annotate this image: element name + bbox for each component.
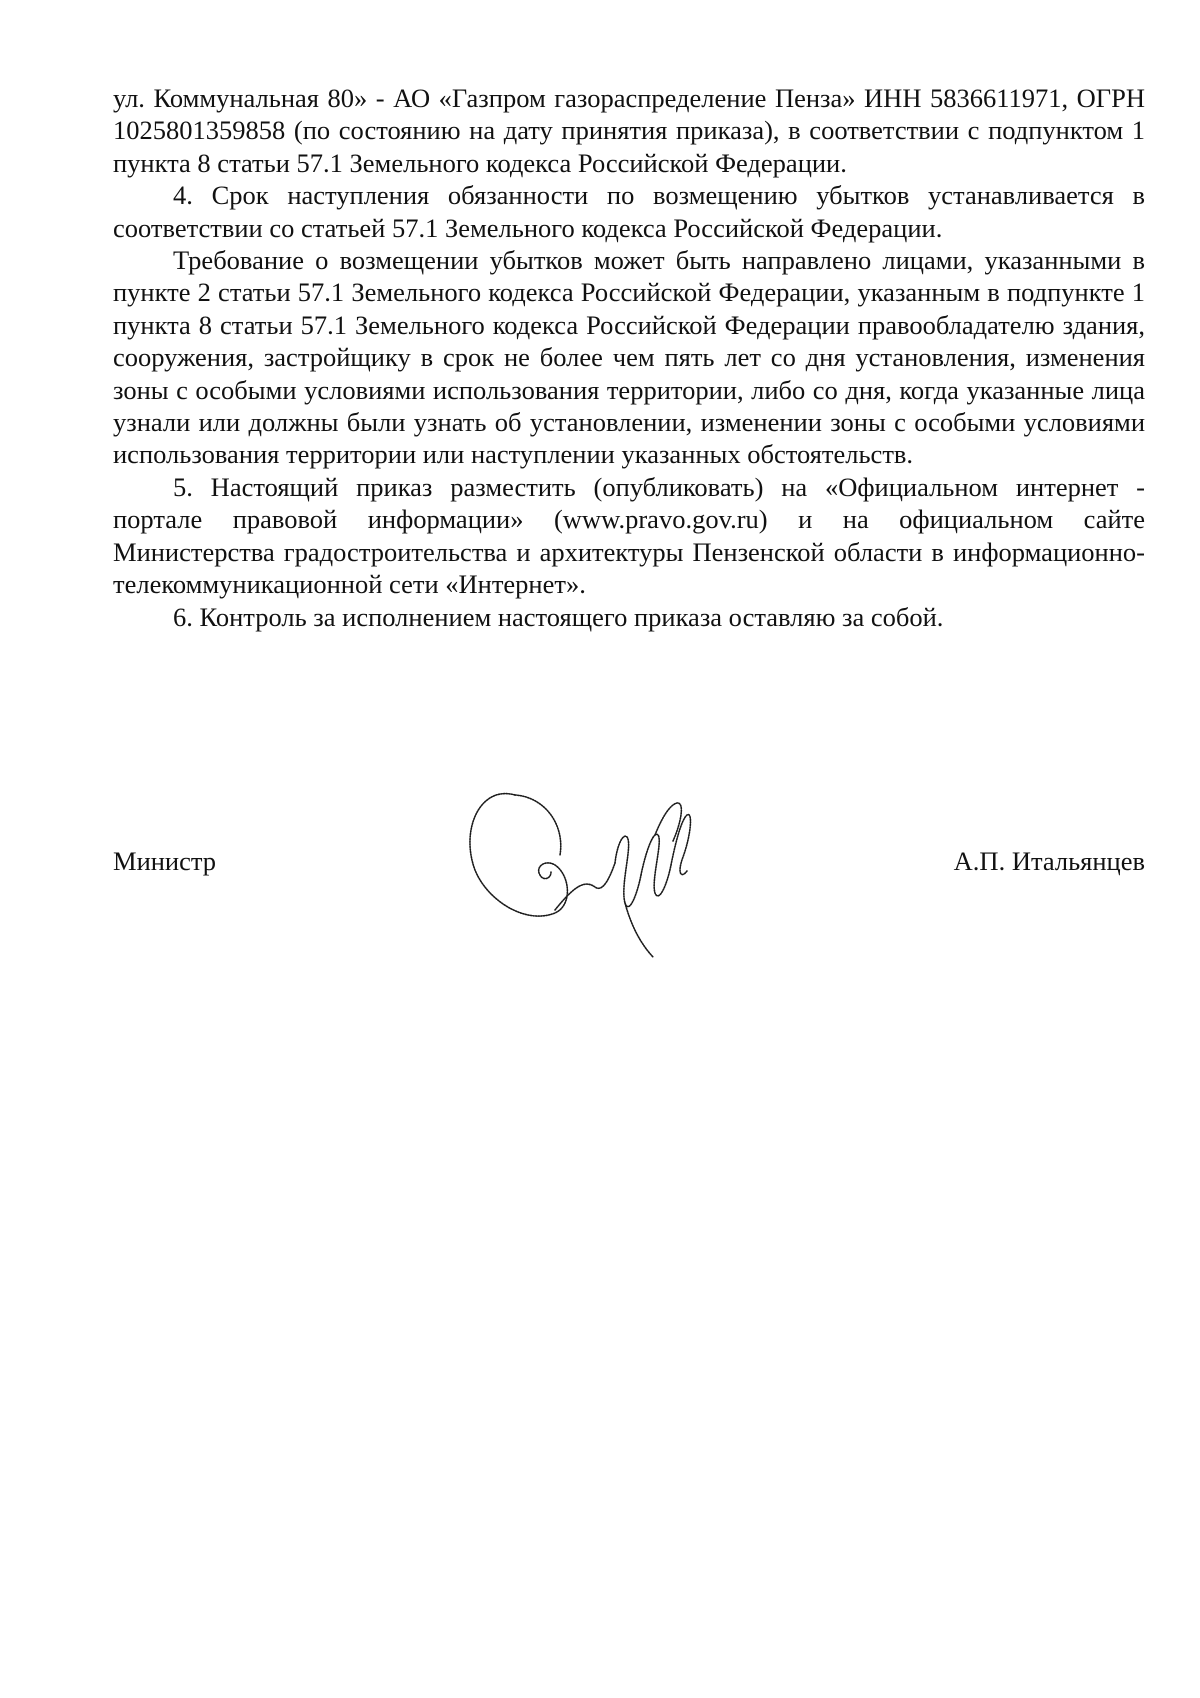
- position-title: Министр: [113, 846, 217, 876]
- handwritten-signature-icon: [455, 775, 725, 960]
- paragraph-damages-claim: Требование о возмещении убытков может быть направлено лицами, указанными в пункте 2 статьи 57.1 Земельного кодекса Российской Федерации, указанным в подпункте 1 пункта 8 статьи 57.1 Земельного кодекса Российской Федерации правообладателю здания, сооружения, застройщику в срок не более чем пять лет со дня установления, изменения зоны с особыми условиями использования территории, либо со дня, когда указанные лица узнали или должны были узнать об установлении, изменении зоны с особыми условиями использования территории или наступлении указанных обстоятельств.: [113, 245, 1145, 470]
- paragraph-item-5: 5. Настоящий приказ разместить (опубликовать) на «Официальном интернет - портале правовой информации» (www.pravo.gov.ru) и на официальном сайте Министерства градостроительства и архитектуры Пензенской области в информационно-телекоммуникационной сети «Интернет».: [113, 471, 1145, 600]
- paragraph-item-4: 4. Срок наступления обязанности по возмещению убытков устанавливается в соответствии со статьей 57.1 Земельного кодекса Российской Федерации.: [113, 180, 1145, 243]
- document-body: [113, 82, 1145, 633]
- paragraph-item-6: 6. Контроль за исполнением настоящего приказа оставляю за собой.: [173, 601, 944, 632]
- signer-name: А.П. Итальянцев: [953, 846, 1145, 876]
- paragraph-continuation: ул. Коммунальная 80» - АО «Газпром газораспределение Пенза» ИНН 5836611971, ОГРН 1025801359858 (по состоянию на дату принятия приказа), в соответствии с подпунктом 1 пункта 8 статьи 57.1 Земельного кодекса Российской Федерации.: [113, 83, 1145, 178]
